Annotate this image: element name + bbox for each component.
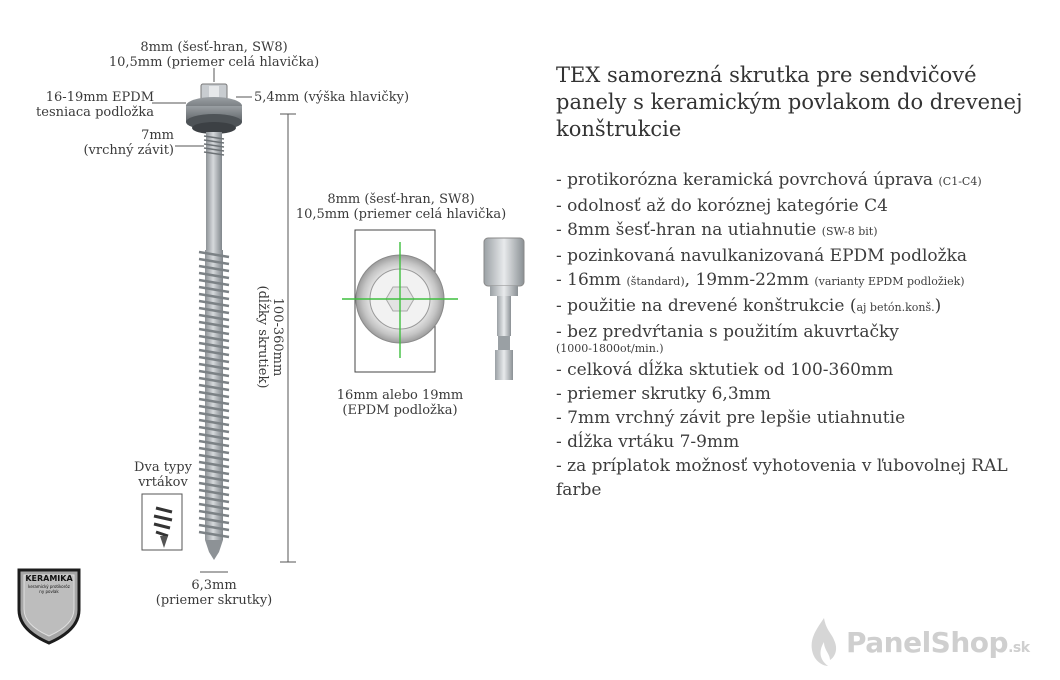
feature-item — [556, 320, 1036, 344]
feature-text: - za príplatok možnosť vyhotovenia v ľubovolnej RAL farbe — [556, 456, 1008, 500]
length-line2: (dĺžky skrutiek) — [255, 285, 270, 389]
feature-text: - dĺžka vrtáku 7-9mm — [556, 432, 740, 452]
feature-item — [556, 406, 1036, 430]
feature-text: - odolnosť až do koróznej kategórie C4 — [556, 196, 888, 216]
feature-item — [556, 218, 1036, 244]
upper-thread-label — [40, 128, 174, 158]
feature-text: - 8mm šesť-hran na utiahnutie — [556, 220, 822, 240]
washer-label — [322, 388, 478, 418]
badge-subtitle-2: ny povlak — [39, 589, 59, 594]
product-title: TEX samorezná skrutka pre sendvičové panely s keramickým povlakom do drevenej konštrukcie — [556, 63, 1023, 141]
upper-thread-line1: 7mm — [141, 128, 174, 143]
drill-types-line2: vrtákov — [138, 475, 188, 490]
feature-item — [556, 194, 1036, 218]
feature-text: - 16mm — [556, 270, 627, 290]
screw-shaft — [199, 132, 229, 560]
length-label — [255, 257, 285, 417]
epdm-line2: tesniaca podložka — [36, 105, 154, 120]
logo-text — [846, 626, 1030, 659]
top-view-head-line1: 8mm (šesť-hran, SW8) — [327, 192, 475, 207]
panelshop-logo — [806, 616, 1036, 668]
feature-text: - protikorózna keramická povrchová úprava — [556, 170, 939, 190]
drill-types-line1: Dva typy — [134, 460, 192, 475]
feature-note: aj betón.konš. — [856, 301, 935, 314]
epdm-washer — [186, 97, 242, 134]
washer-line2: (EPDM podložka) — [342, 403, 458, 418]
top-view-head-label — [286, 192, 516, 222]
brand-tld: .sk — [1008, 640, 1030, 656]
epdm-line1: 16-19mm EPDM — [45, 90, 154, 105]
top-view-head-line2: 10,5mm (priemer celá hlavička) — [295, 207, 507, 222]
upper-thread-line2: (vrchný závit) — [83, 143, 174, 158]
feature-text: - celková dĺžka sktutiek od 100-360mm — [556, 360, 894, 380]
head-size-line2: 10,5mm (priemer celá hlavička) — [108, 55, 320, 70]
drill-types-label — [116, 460, 210, 490]
flame-icon — [806, 616, 842, 668]
feature-list — [556, 168, 1036, 502]
head-height-label: 5,4mm (výška hlavičky) — [254, 90, 410, 105]
washer-top-view — [342, 230, 458, 372]
head-size-label — [88, 40, 340, 70]
feature-item — [556, 294, 1036, 320]
head-size-line1: 8mm (šesť-hran, SW8) — [140, 40, 288, 55]
feature-subnote: (1000-1800ot/min.) — [556, 342, 664, 355]
feature-item — [556, 430, 1036, 454]
feature-note: (SW-8 bit) — [821, 225, 878, 238]
feature-item — [556, 168, 1036, 194]
feature-item — [556, 382, 1036, 406]
feature-note: (C1-C4) — [938, 175, 982, 188]
diameter-label — [134, 578, 294, 608]
feature-item — [556, 268, 1036, 294]
epdm-label — [14, 90, 154, 120]
ceramic-badge — [16, 566, 82, 646]
badge-text — [16, 574, 82, 594]
feature-text: ) — [934, 296, 942, 316]
feature-text: , 19mm-22mm — [684, 270, 815, 290]
feature-text: - 7mm vrchný závit pre lepšie utiahnutie — [556, 408, 906, 428]
feature-text: - použitie na drevené konštrukcie ( — [556, 296, 857, 316]
feature-item — [556, 244, 1036, 268]
feature-item — [556, 358, 1036, 382]
feature-item — [556, 454, 1036, 502]
feature-text: - pozinkovaná navulkanizovaná EPDM podložka — [556, 246, 968, 266]
badge-title: KERAMIKA — [25, 574, 73, 583]
length-line1: 100-360mm — [270, 297, 285, 377]
diameter-line2: (priemer skrutky) — [155, 593, 273, 608]
badge-subtitle-1: keramický protikoróz — [28, 584, 70, 589]
feature-text: - priemer skrutky 6,3mm — [556, 384, 771, 404]
brand-name: PanelShop — [846, 626, 1009, 659]
socket-bit — [484, 238, 524, 380]
feature-text: - bez predvŕtania s použitím akuvrtačky — [556, 322, 899, 342]
washer-line1: 16mm alebo 19mm — [336, 388, 464, 403]
diameter-line1: 6,3mm — [191, 578, 237, 593]
drill-types-inset — [142, 494, 182, 550]
feature-note: (varianty EPDM podložiek) — [814, 275, 965, 288]
feature-note: (štandard) — [626, 275, 685, 288]
